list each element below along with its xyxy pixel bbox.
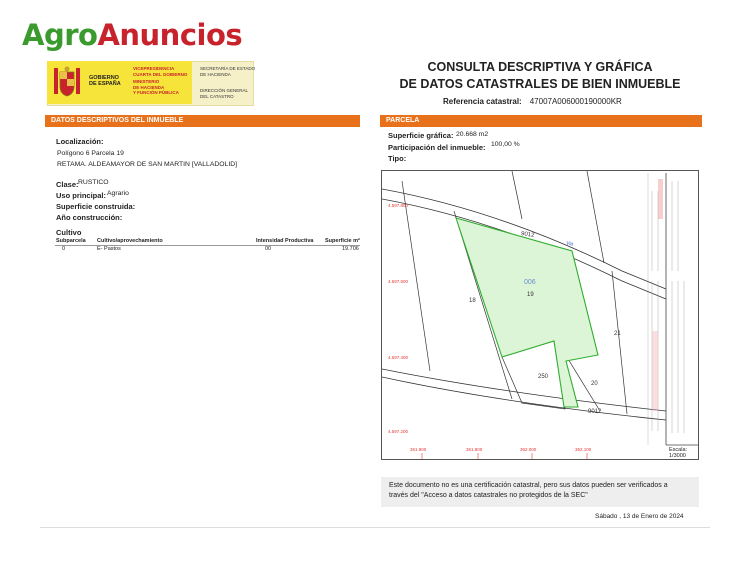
map-label-20: 20 bbox=[591, 381, 598, 387]
map-road-label: Via bbox=[565, 240, 574, 248]
agroanuncios-logo[interactable] bbox=[22, 18, 242, 52]
map-label-21: 21 bbox=[614, 331, 621, 337]
title-line1: CONSULTA DESCRIPTIVA Y GRÁFICA bbox=[427, 60, 653, 74]
scale-value: 1/3000 bbox=[669, 453, 686, 459]
dir-line1: DIRECCIÓN GENERAL bbox=[200, 88, 249, 93]
row-intensidad: 00 bbox=[265, 246, 272, 252]
row-subparcela: 0 bbox=[62, 246, 66, 252]
title-line2: DE DATOS CATASTRALES DE BIEN INMUEBLE bbox=[399, 77, 681, 91]
parcel-number: 19 bbox=[527, 292, 534, 298]
clase-value: RUSTICO bbox=[78, 179, 109, 186]
document-date: Sábado , 13 de Enero de 2024 bbox=[595, 513, 684, 520]
col-cultivo: Cultivo/aprovechamiento bbox=[97, 238, 163, 244]
row-cultivo: E- Pastos bbox=[97, 246, 121, 252]
vice-line2: CUARTA DEL GOBIERNO bbox=[133, 71, 188, 77]
vice-line1: VICEPRESIDENCIA bbox=[133, 66, 175, 71]
sec-line1: SECRETARÍA DE ESTADO bbox=[200, 66, 256, 71]
section-datos-descriptivos: DATOS DESCRIPTIVOS DEL INMUEBLE bbox=[45, 115, 360, 127]
ref-label: Referencia catastral: bbox=[443, 97, 522, 106]
col-superficie: Superficie m² bbox=[325, 238, 360, 244]
cadastral-map[interactable] bbox=[381, 170, 699, 460]
uso-value: Agrario bbox=[107, 190, 129, 197]
xcoord-1: 361.900 bbox=[410, 447, 427, 452]
ycoord-4: 4.597.200 bbox=[388, 429, 409, 434]
col-subparcela: Subparcela bbox=[56, 238, 86, 244]
section-parcela: PARCELA bbox=[380, 115, 702, 127]
referencia-catastral bbox=[443, 97, 622, 106]
xcoord-2: 361.800 bbox=[466, 447, 483, 452]
gov-line1: GOBIERNO bbox=[89, 75, 119, 81]
map-label-18: 18 bbox=[469, 298, 476, 304]
sec-line2: DE HACIENDA bbox=[200, 71, 231, 77]
logo-agro: Agro bbox=[22, 18, 98, 52]
ycoord-2: 4.597.600 bbox=[388, 279, 409, 284]
localizacion-line1: Polígono 6 Parcela 19 bbox=[57, 150, 124, 157]
notice-line1: Este documento no es una certificación catastral, pero sus datos pueden ser verificados a bbox=[389, 482, 668, 489]
ycoord-1: 4.597.800 bbox=[388, 203, 409, 208]
ycoord-3: 4.597.400 bbox=[388, 355, 409, 360]
superficie-grafica-label: Superficie gráfica: bbox=[388, 131, 454, 140]
footer-divider bbox=[40, 527, 710, 528]
map-drawing bbox=[382, 171, 698, 459]
col-intensidad: Intensidad Productiva bbox=[256, 238, 314, 244]
xcoord-4: 362.100 bbox=[575, 447, 592, 452]
tipo-label: Tipo: bbox=[388, 154, 407, 163]
uso-label: Uso principal: bbox=[56, 191, 107, 200]
xcoord-3: 362.000 bbox=[520, 447, 537, 452]
anio-construccion-label: Año construcción: bbox=[56, 213, 123, 222]
document-title bbox=[380, 59, 700, 93]
localizacion-label: Localización: bbox=[56, 137, 104, 146]
participacion-label: Participación del inmueble: bbox=[388, 143, 486, 152]
vice-ministry-label bbox=[133, 66, 187, 96]
clase-label: Clase: bbox=[56, 180, 79, 189]
cultivo-label: Cultivo bbox=[56, 228, 82, 237]
gov-label bbox=[89, 75, 121, 87]
map-label-9012-bottom: 9012 bbox=[588, 409, 602, 415]
logo-anuncios: Anuncios bbox=[97, 18, 243, 52]
row-superficie: 19.706 bbox=[342, 246, 359, 252]
min-line2: DE HACIENDA bbox=[133, 84, 165, 90]
superficie-construida-label: Superficie construida: bbox=[56, 202, 136, 211]
localizacion-line2: RETAMA. ALDEAMAYOR DE SAN MARTIN [VALLADOLID] bbox=[57, 161, 238, 168]
scale-label: Escala: bbox=[669, 447, 688, 453]
gov-line2: DE ESPAÑA bbox=[89, 81, 121, 87]
min-line3: Y FUNCIÓN PÚBLICA bbox=[133, 90, 179, 95]
certification-notice bbox=[381, 477, 699, 507]
direccion-label bbox=[200, 88, 248, 99]
ref-value: 47007A006000190000KR bbox=[529, 97, 622, 106]
notice-line2: través del "Acceso a datos catastrales no protegidos de la SEC" bbox=[389, 492, 588, 499]
min-line1: MINISTERIO bbox=[133, 79, 160, 84]
parcel-code: 006 bbox=[524, 279, 536, 286]
participacion-value: 100,00 % bbox=[491, 141, 520, 148]
map-label-250: 250 bbox=[538, 374, 549, 380]
dir-line2: DEL CATASTRO bbox=[200, 93, 234, 99]
secretaria-label bbox=[200, 66, 255, 77]
superficie-grafica-value: 20.668 m2 bbox=[456, 131, 489, 138]
map-label-9012-top: 9012 bbox=[520, 231, 535, 239]
spain-coat-of-arms-icon bbox=[52, 66, 82, 100]
